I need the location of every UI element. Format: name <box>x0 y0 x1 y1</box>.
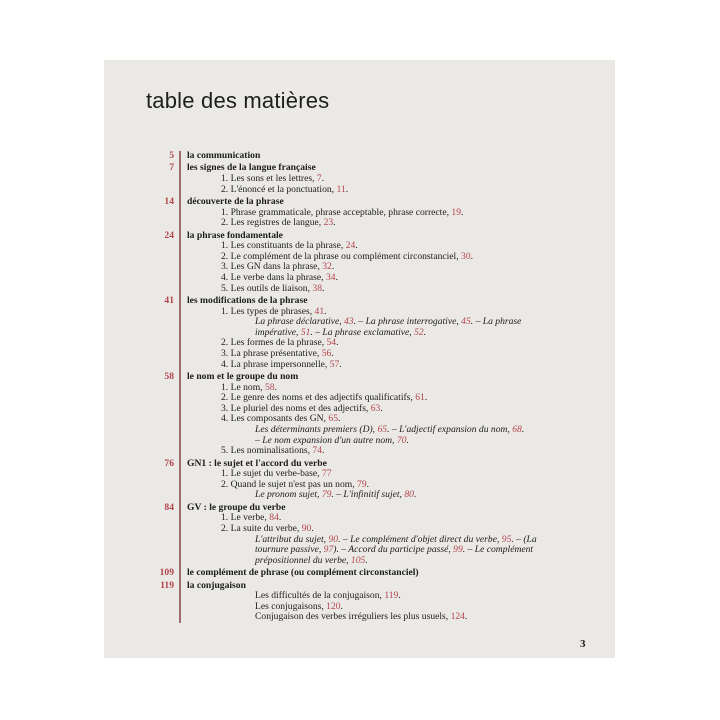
entry-text: . <box>345 183 349 195</box>
entry-text: 3. La phrase présentative, <box>221 348 322 359</box>
toc-item <box>221 241 358 251</box>
toc-item <box>221 469 332 479</box>
toc-item <box>221 349 334 359</box>
page-ref: 99 <box>453 544 463 556</box>
page-ref: 19 <box>451 206 461 218</box>
entry-text: 4. Le verbe dans la phrase, <box>221 272 326 283</box>
toc-item <box>221 185 348 195</box>
page-ref: 38 <box>312 282 322 294</box>
toc-item <box>221 307 327 317</box>
section-page-ref: 58 <box>164 371 174 382</box>
toc-item <box>221 524 314 534</box>
section-page-ref: 41 <box>164 295 174 306</box>
entry-text: 1. Le nom, <box>221 381 265 393</box>
entry-text: . <box>424 392 428 404</box>
entry-text: 1. Le verbe, <box>221 512 270 524</box>
section-title: le nom et le groupe du nom <box>187 371 299 382</box>
entry-text: . <box>311 523 314 534</box>
section-page-ref: 109 <box>159 567 174 579</box>
entry-text: 3. Les GN dans la phrase, <box>221 261 323 273</box>
toc-subitem <box>255 425 524 435</box>
entry-text: . <box>331 348 334 359</box>
page-ref: 63 <box>370 402 381 414</box>
section-title: découverte de la phrase <box>187 196 284 207</box>
entry-text: – Le nom expansion d'un autre nom, <box>255 434 397 446</box>
page-ref: 119 <box>384 590 399 602</box>
entry-text: . – La phrase exclamative, <box>310 326 415 338</box>
section-page-ref: 5 <box>169 150 174 161</box>
toc-item <box>221 252 473 262</box>
entry-text: . <box>470 250 474 262</box>
entry-text: 3. Le pluriel des noms et des adjectifs, <box>221 402 371 414</box>
entry-text: 2. Les registres de langue, <box>221 217 324 229</box>
page-ref: 120 <box>326 600 341 612</box>
entry-text: . <box>339 358 342 370</box>
section-title: le complément de phrase (ou complément circonstanciel) <box>187 567 419 579</box>
entry-text: . <box>461 206 464 218</box>
page-ref: 77 <box>321 468 332 480</box>
toc-subitem <box>255 535 537 545</box>
page-ref: 43 <box>344 316 354 328</box>
page-ref: 65 <box>377 424 388 435</box>
page-ref: 34 <box>325 272 336 283</box>
entry-text: . <box>406 434 409 446</box>
toc-subitem <box>255 328 426 338</box>
page-ref: 65 <box>328 413 338 425</box>
section-title: les signes de la langue française <box>187 162 316 174</box>
section-title: GN1 : le sujet et l'accord du verbe <box>187 457 327 469</box>
section-title: la conjugaison <box>187 579 246 591</box>
section-page-ref: 119 <box>160 579 174 591</box>
entry-text: . <box>464 611 468 623</box>
entry-text: 2. L'énoncé et la ponctuation, <box>221 183 337 195</box>
toc-item <box>221 262 334 272</box>
toc-item <box>221 383 277 393</box>
toc-item <box>221 208 463 218</box>
entry-text: . <box>380 402 383 414</box>
toc-item <box>221 174 324 184</box>
section-page-ref: 14 <box>164 196 174 207</box>
entry-text: Le pronom sujet, <box>255 489 322 501</box>
entry-text: . <box>274 381 277 393</box>
entry-text: 1. Le sujet du verbe-base, <box>221 468 322 480</box>
entry-text: 2. Les formes de la phrase, <box>221 337 327 349</box>
entry-text: . <box>336 337 339 349</box>
page-ref: 54 <box>326 337 337 349</box>
page-ref: 84 <box>269 512 279 524</box>
entry-text: . – (La <box>511 533 537 545</box>
entry-text: 2. La suite du verbe, <box>221 523 302 534</box>
entry-text: . <box>331 261 335 273</box>
entry-text: . <box>398 590 401 602</box>
section-title: la phrase fondamentale <box>187 229 283 241</box>
section-title: la communication <box>187 150 261 161</box>
page-ref: 79 <box>321 489 332 501</box>
entry-text: . <box>322 282 325 294</box>
page-ref: 45 <box>461 316 471 328</box>
page-ref: 90 <box>328 533 339 545</box>
page-ref: 90 <box>301 523 312 534</box>
entry-text: . <box>333 217 336 229</box>
entry-text: . – La phrase interrogative, <box>353 316 462 328</box>
entry-text: . <box>335 272 338 283</box>
entry-text: 2. Le genre des noms et des adjectifs qualificatifs, <box>221 392 416 404</box>
page-ref: 79 <box>357 478 367 490</box>
entry-text: 1. Les sons et les lettres, <box>221 173 317 184</box>
entry-text: 1. Les types de phrases, <box>221 305 315 317</box>
page-ref: 70 <box>396 434 407 446</box>
entry-text: . <box>337 413 341 425</box>
entry-text: . <box>324 305 327 317</box>
toc-item <box>221 414 340 424</box>
page-ref: 97 <box>323 544 334 556</box>
section-page-ref: 24 <box>164 229 174 241</box>
page-ref: 68 <box>512 424 522 435</box>
margin-rule <box>179 151 181 623</box>
entry-text: . – La phrase <box>470 316 522 328</box>
entry-text: 4. Les composants des GN, <box>221 413 329 425</box>
page-ref: 30 <box>461 250 471 262</box>
toc-item <box>221 338 339 348</box>
toc-item <box>255 602 343 612</box>
page-ref: 105 <box>350 554 366 566</box>
entry-text: . <box>521 424 525 435</box>
section-title: GV : le groupe du verbe <box>187 501 286 513</box>
page-ref: 58 <box>264 381 275 393</box>
section-title: les modifications de la phrase <box>187 295 308 306</box>
toc-item <box>221 404 383 414</box>
page-ref: 51 <box>300 326 311 338</box>
toc-subitem <box>255 490 416 500</box>
section-page-ref: 76 <box>164 457 174 469</box>
entry-text: 2. Le complément de la phrase ou complément circonstanciel, <box>221 250 462 262</box>
page-ref: 57 <box>329 358 340 370</box>
entry-text: . <box>423 326 427 338</box>
page-ref: 11 <box>336 183 346 195</box>
page-ref: 56 <box>321 348 332 359</box>
page-title: table des matières <box>146 88 330 113</box>
toc-subitem <box>255 317 521 327</box>
toc-item <box>255 612 467 622</box>
entry-text: . <box>413 489 417 501</box>
toc-item <box>221 284 324 294</box>
toc-item <box>221 218 336 228</box>
entry-text: . – Le complément <box>462 544 534 556</box>
entry-text: 1. Les constituants de la phrase, <box>221 240 346 252</box>
page-ref: 32 <box>322 261 332 273</box>
toc-item <box>221 513 281 523</box>
page-ref: 80 <box>404 489 414 501</box>
toc-subitem <box>255 545 533 555</box>
entry-text: 4. La phrase impersonnelle, <box>221 358 330 370</box>
entry-text: Conjugaison des verbes irréguliers les plus usuels, <box>255 611 451 623</box>
entry-text: . – Le complément d'objet direct du verbe, <box>338 533 502 545</box>
entry-text: Les déterminants premiers (D), <box>255 424 378 435</box>
entry-text: 1. Phrase grammaticale, phrase acceptable, phrase correcte, <box>221 206 452 218</box>
entry-text: La phrase déclarative, <box>255 316 344 328</box>
entry-text: . <box>366 478 370 490</box>
toc-subitem <box>255 436 409 446</box>
entry-text: 2. Quand le sujet n'est pas un nom, <box>221 478 358 490</box>
toc-item <box>221 360 342 370</box>
entry-text: ). – Accord du participe passé, <box>333 544 454 556</box>
toc-item <box>221 273 338 283</box>
page-ref: 61 <box>415 392 425 404</box>
page-ref: 7 <box>316 173 322 184</box>
entry-text: L'attribut du sujet, <box>255 533 329 545</box>
entry-text: . – L'infinitif sujet, <box>331 489 405 501</box>
section-page-ref: 7 <box>169 162 174 174</box>
entry-text: . <box>365 554 368 566</box>
toc-subitem <box>255 556 368 566</box>
page-ref: 74 <box>312 445 322 457</box>
entry-text: . <box>278 512 282 524</box>
entry-text: prépositionnel du verbe, <box>255 554 351 566</box>
entry-text: tournure passive, <box>255 544 324 556</box>
page-ref: 23 <box>323 217 334 229</box>
entry-text: . <box>321 173 325 184</box>
entry-text: . <box>355 240 358 252</box>
entry-text: impérative, <box>255 326 301 338</box>
toc-item <box>221 446 324 456</box>
toc-item <box>221 480 369 490</box>
entry-text: 5. Les nominalisations, <box>221 445 313 457</box>
toc-item <box>255 591 401 601</box>
page-ref: 24 <box>345 240 356 252</box>
page-ref: 41 <box>314 305 325 317</box>
entry-text: Les conjugaisons, <box>255 600 327 612</box>
book-page <box>104 60 615 658</box>
entry-text: 5. Les outils de liaison, <box>221 282 313 294</box>
page-number: 3 <box>580 638 586 650</box>
page-ref: 95 <box>501 533 512 545</box>
entry-text: . <box>322 445 325 457</box>
page-ref: 52 <box>414 326 424 338</box>
toc-item <box>221 393 427 403</box>
page-ref: 124 <box>450 611 465 623</box>
section-page-ref: 84 <box>164 501 174 513</box>
entry-text: . <box>340 600 343 612</box>
entry-text: . – L'adjectif expansion du nom, <box>387 424 513 435</box>
entry-text: Les difficultés de la conjugaison, <box>255 590 385 602</box>
